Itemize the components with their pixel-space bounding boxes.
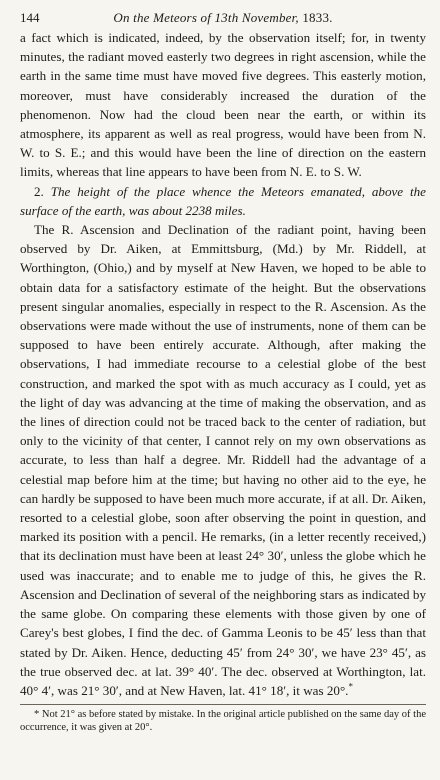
section-number: 2.	[34, 183, 44, 199]
running-title-year: 1833.	[302, 10, 333, 25]
body-text	[20, 28, 426, 700]
section-heading-2	[20, 182, 426, 220]
running-title	[20, 10, 426, 26]
page-number: 144	[20, 10, 40, 25]
section-title: The height of the place whence the Meteors emanated, above the surface of the earth, was about 2238 miles.	[20, 183, 426, 218]
paragraph-continuation: a fact which is indicated, indeed, by the observation itself; for, in twenty minutes, the radiant moved easterly two degrees in right ascension, while the earth in the same time must have moved five degrees. This easterly motion, moreover, must have considerably increased the duration of the phenomenon. Now had the cloud been near the earth, or within its atmosphere, its apparent as well as real progress, would have been from N. W. to S. E.; and this would have been the line of direction on the eastern limits, whereas that line appears to have been from N. E. to S. W.	[20, 30, 426, 180]
paragraph-radiant-point	[20, 220, 426, 700]
footnote-marker: *	[348, 681, 353, 692]
footnote-divider	[20, 704, 426, 705]
page-header	[20, 6, 426, 28]
footnote: * Not 21° as before stated by mistake. In the original article published on the same day of the occurrence, it was given at 20°.	[20, 709, 426, 734]
paragraph-radiant-point-text: The R. Ascension and Declination of the radiant point, having been observed by Dr. Aiken, at Emmittsburg, (Md.) by Mr. Riddell, at Worthington, (Ohio,) and by myself at New Haven, we hoped to be able to obtain data for a satisfactory estimate of the height. But the observations present singular anomalies, especially in respect to the R. Ascension. As the observations were made without the use of instruments, none of them can be supposed to have been entirely accurate. Although, after making the observations, I had immediate recourse to a celestial globe of the best construction, and marked the spot with as much accuracy as I could, yet as the light of day was advancing at the time of making the observation, and as the lines of direction could not be traced back to the center of radiation, but only to the vicinity of that center, I cannot rely on my own observations as accurate, to less than half a degree. Mr. Riddell had the advantage of a celestial map before him at the time; but having no other aid to the eye, he can hardly be supposed to have been much more accurate, if at all. Dr. Aiken, resorted to a celestial globe, soon after observing the point in question, and marked its position with a pencil. He remarks, (in a letter recently received,) that its declination must have been at least 24° 30′, unless the globe which he used was inaccurate; and to enable me to judge of this, he gives the R. Ascension and Declination of several of the neighboring stars as indicated by the same globe. On comparing these elements with those given by one of Carey's best globes, I find the dec. of Gamma Leonis to be 45′ less than that stated by Dr. Aiken. Hence, deducting 45′ from 24° 30′, we have 23° 45′, as the true observed dec. at lat. 39° 40′. The dec. observed at Worthington, lat. 40° 4′, was 21° 30′, and at New Haven, lat. 41° 18′, it was 20°.	[20, 222, 426, 698]
running-title-text: On the Meteors of 13th November,	[113, 10, 299, 25]
